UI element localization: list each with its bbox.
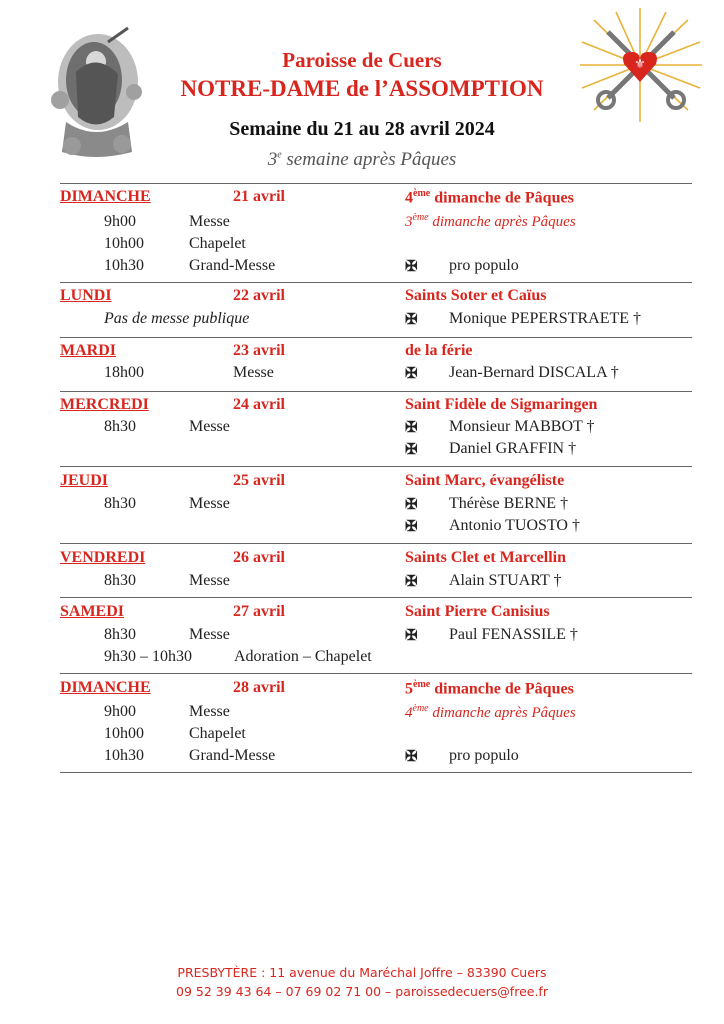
divider (60, 466, 692, 467)
service-time: 8h30 (104, 418, 136, 435)
service-label: Grand-Messe (189, 747, 276, 764)
service-label: Chapelet (189, 235, 246, 252)
day-date: 27 avril (233, 603, 285, 620)
service-time: 8h30 (104, 572, 136, 589)
cross-icon: ✠ (405, 312, 418, 328)
day-name: SAMEDI (60, 603, 125, 620)
feast-title: 4ème dimanche de Pâques (405, 188, 574, 207)
service-time: 9h00 (104, 213, 136, 230)
day-name: LUNDI (60, 287, 112, 304)
day-name: JEUDI (60, 472, 109, 489)
mass-intention: Daniel GRAFFIN † (449, 440, 577, 457)
divider (60, 673, 692, 674)
day-name: VENDREDI (60, 549, 146, 566)
day-date: 26 avril (233, 549, 285, 566)
day-date: 23 avril (233, 342, 285, 359)
service-label: Chapelet (189, 725, 246, 742)
parish-name: Paroisse de Cuers (282, 48, 442, 72)
service-time: 10h30 (104, 257, 144, 274)
service-label: Adoration – Chapelet (234, 648, 372, 665)
svg-text:⚜: ⚜ (634, 57, 646, 72)
day-date: 22 avril (233, 287, 285, 304)
service-time: 18h00 (104, 364, 144, 381)
cross-icon: ✠ (405, 442, 418, 458)
no-mass-note: Pas de messe publique (104, 310, 250, 327)
service-label: Messe (189, 495, 230, 512)
divider (60, 391, 692, 392)
church-title: NOTRE-DAME de l’ASSOMPTION (180, 76, 544, 101)
divider (60, 543, 692, 544)
divider (60, 597, 692, 598)
day-date: 25 avril (233, 472, 285, 489)
day-name: DIMANCHE (60, 188, 151, 205)
feast-title: de la férie (405, 342, 473, 359)
mass-intention: Paul FENASSILE † (449, 626, 578, 643)
service-time: 8h30 (104, 495, 136, 512)
service-label: Messe (233, 364, 274, 381)
cross-icon: ✠ (405, 574, 418, 590)
presbytery-address: PRESBYTÈRE : 11 avenue du Maréchal Joffre – 83390 Cuers (177, 965, 547, 980)
service-time: 10h30 (104, 747, 144, 764)
cross-icon: ✠ (405, 628, 418, 644)
cross-icon: ✠ (405, 749, 418, 765)
cross-icon: ✠ (405, 420, 418, 436)
week-heading: Semaine du 21 au 28 avril 2024 (229, 118, 495, 140)
mass-intention: Jean-Bernard DISCALA † (449, 364, 619, 381)
mass-intention: Antonio TUOSTO † (449, 517, 580, 534)
service-time: 10h00 (104, 725, 144, 742)
service-time: 9h30 – 10h30 (104, 648, 192, 665)
week-subtitle: 3e semaine après Pâques (267, 149, 457, 170)
service-label: Grand-Messe (189, 257, 276, 274)
feast-title: Saint Fidèle de Sigmaringen (405, 396, 598, 413)
mass-intention: Monique PEPERSTRAETE † (449, 310, 642, 327)
service-time: 9h00 (104, 703, 136, 720)
feast-subtitle: 4ème dimanche après Pâques (405, 703, 576, 721)
cross-icon: ✠ (405, 259, 418, 275)
feast-subtitle: 3ème dimanche après Pâques (405, 212, 576, 230)
feast-title: Saint Pierre Canisius (405, 603, 550, 620)
day-date: 21 avril (233, 188, 285, 205)
service-label: Messe (189, 572, 230, 589)
feast-title: 5ème dimanche de Pâques (405, 679, 574, 698)
service-label: Messe (189, 626, 230, 643)
day-name: MARDI (60, 342, 116, 359)
service-label: Messe (189, 703, 230, 720)
day-date: 28 avril (233, 679, 285, 696)
mass-intention: Alain STUART † (449, 572, 562, 589)
mass-intention: pro populo (449, 747, 519, 764)
feast-title: Saints Soter et Caïus (405, 287, 547, 304)
service-label: Messe (189, 418, 230, 435)
feast-title: Saints Clet et Marcellin (405, 549, 567, 566)
cross-icon: ✠ (405, 497, 418, 513)
service-time: 8h30 (104, 626, 136, 643)
service-label: Messe (189, 213, 230, 230)
mass-intention: Thérèse BERNE † (449, 495, 569, 512)
divider (60, 183, 692, 184)
cross-icon: ✠ (405, 519, 418, 535)
contact-info: 09 52 39 43 64 – 07 69 02 71 00 – paroissedecuers@free.fr (176, 984, 548, 999)
divider (60, 337, 692, 338)
day-name: MERCREDI (60, 396, 149, 413)
mass-intention: pro populo (449, 257, 519, 274)
cross-icon: ✠ (405, 366, 418, 382)
feast-title: Saint Marc, évangéliste (405, 472, 565, 489)
divider (60, 772, 692, 773)
mass-intention: Monsieur MABBOT † (449, 418, 595, 435)
service-time: 10h00 (104, 235, 144, 252)
divider (60, 282, 692, 283)
day-date: 24 avril (233, 396, 285, 413)
day-name: DIMANCHE (60, 679, 151, 696)
